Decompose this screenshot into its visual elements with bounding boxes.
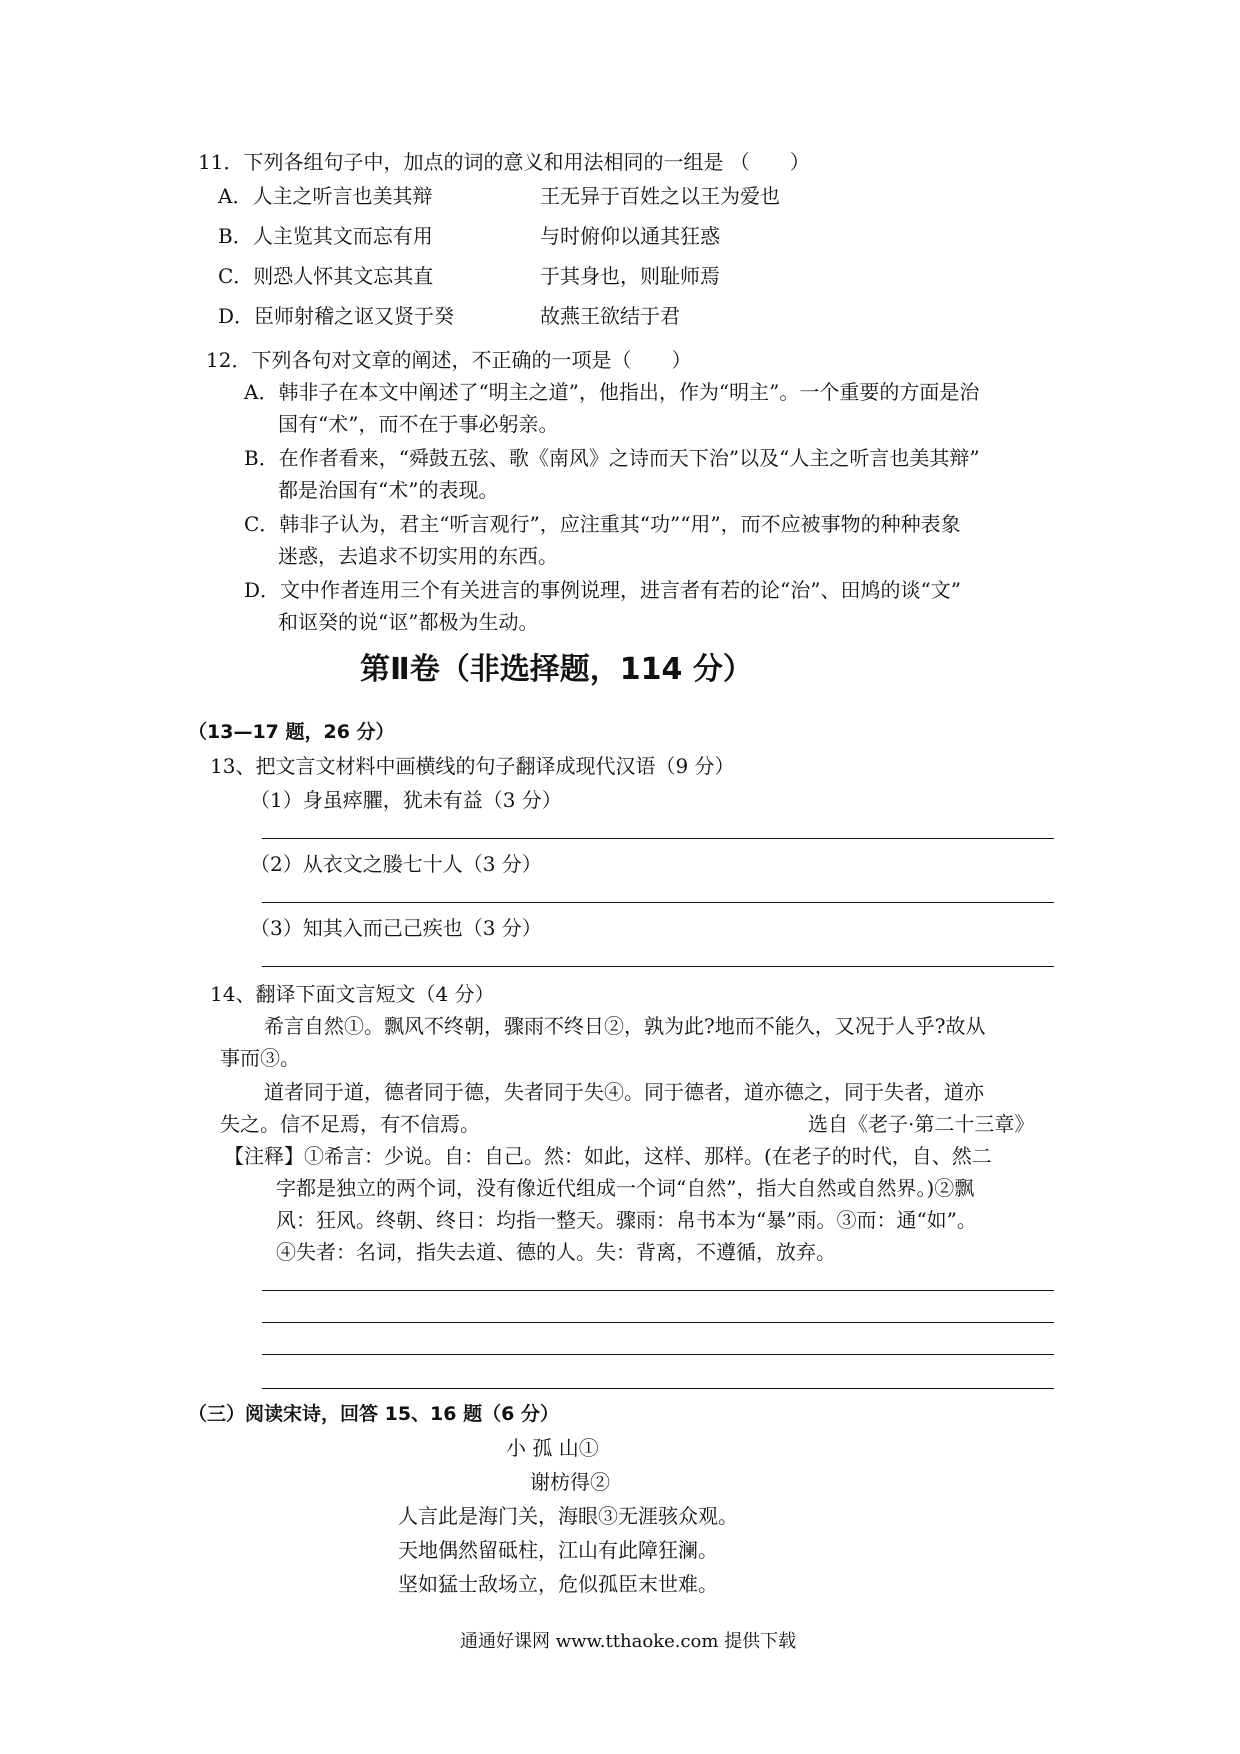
q13-item-1: （1）身虽瘁臞，犹未有益（3 分） (250, 788, 562, 812)
q12-option-c-line2: 迷惑，去追求不切实用的东西。 (278, 544, 558, 568)
answer-line (262, 966, 1054, 967)
part-iii-header: （三）阅读宋诗，回答 15、16 题（6 分） (188, 1403, 559, 1425)
answer-line (262, 1388, 1054, 1389)
poem-line-1: 人言此是海门关，海眼③无涯骇众观。 (398, 1504, 738, 1528)
poem-title: 小 孤 山① (506, 1436, 599, 1460)
q11-option-d-right: 故燕王欲结于君 (540, 304, 680, 328)
q12-option-d-line2: 和讴癸的说“讴”都极为生动。 (278, 610, 539, 634)
answer-line (262, 1354, 1054, 1355)
q14-note-line4: ④失者：名词，指失去道、德的人。失：背离，不遵循，放弃。 (276, 1240, 836, 1264)
q11-stem: 11．下列各组句子中，加点的词的意义和用法相同的一组是 （ ） (198, 150, 810, 174)
q12-option-d-line1: D．文中作者连用三个有关进言的事例说理，进言者有若的论“治”、田鸠的谈“文” (244, 578, 961, 602)
section-ii-title: 第Ⅱ卷（非选择题，114 分） (360, 652, 753, 687)
answer-line (262, 1322, 1054, 1323)
q14-source: 选自《老子·第二十三章》 (808, 1112, 1035, 1136)
q12-stem: 12．下列各句对文章的阐述，不正确的一项是（ ） (206, 348, 692, 372)
q12-option-b-line2: 都是治国有“术”的表现。 (278, 478, 499, 502)
q12-option-a-line2: 国有“术”，而不在于事必躬亲。 (278, 412, 559, 436)
page-footer: 通通好课网 www.tthaoke.com 提供下载 (460, 1631, 797, 1652)
q11-option-d-left: D．臣师射稽之讴又贤于癸 (218, 304, 455, 328)
q14-note-line1: 【注释】①希言：少说。自：自己。然：如此，这样、那样。(在老子的时代，自、然二 (224, 1144, 992, 1168)
poem-line-2: 天地偶然留砥柱，江山有此障狂澜。 (398, 1538, 718, 1562)
answer-line (262, 838, 1054, 839)
q11-option-c-left: C．则恐人怀其文忘其直 (218, 264, 434, 288)
q13-item-2: （2）从衣文之媵七十人（3 分） (250, 852, 542, 876)
q11-option-a-left: A．人主之听言也美其辩 (218, 184, 433, 208)
q12-option-c-line1: C．韩非子认为，君主“听言观行”，应注重其“功”“用”，而不应被事物的种种表象 (244, 512, 961, 536)
part-header: （13—17 题，26 分） (188, 721, 395, 743)
answer-line (262, 902, 1054, 903)
q11-option-b-right: 与时俯仰以通其狂惑 (540, 224, 720, 248)
q13-stem: 13、把文言文材料中画横线的句子翻译成现代汉语（9 分） (210, 754, 735, 778)
q14-note-line2: 字都是独立的两个词，没有像近代组成一个词“自然”，指大自然或自然界。)②飘 (276, 1176, 975, 1200)
q14-note-line3: 风：狂风。终朝、终日：均指一整天。骤雨：帛书本为“暴”雨。③而：通“如”。 (276, 1208, 977, 1232)
q14-passage-p2-line1: 道者同于道，德者同于德，失者同于失④。同于德者，道亦德之，同于失者，道亦 (264, 1080, 984, 1104)
q11-option-a-right: 王无异于百姓之以王为爱也 (540, 184, 780, 208)
q14-passage-p2-line2: 失之。信不足焉，有不信焉。 (220, 1112, 480, 1136)
poem-line-3: 坚如猛士敌场立，危似孤臣末世难。 (398, 1572, 718, 1596)
q11-option-b-left: B．人主览其文而忘有用 (218, 224, 433, 248)
q14-passage-p1-line2: 事而③。 (220, 1046, 300, 1070)
answer-line (262, 1290, 1054, 1291)
poem-author: 谢枋得② (530, 1470, 610, 1494)
q12-option-b-line1: B．在作者看来，“舜鼓五弦、歌《南风》之诗而天下治”以及“人主之听言也美其辩” (244, 446, 980, 470)
q14-stem: 14、翻译下面文言短文（4 分） (210, 982, 495, 1006)
q12-option-a-line1: A．韩非子在本文中阐述了“明主之道”，他指出，作为“明主”。一个重要的方面是治 (244, 380, 980, 404)
q13-item-3: （3）知其入而己己疾也（3 分） (250, 916, 542, 940)
q11-option-c-right: 于其身也，则耻师焉 (540, 264, 720, 288)
q14-passage-p1-line1: 希言自然①。飘风不终朝，骤雨不终日②，孰为此?地而不能久，又况于人乎?故从 (264, 1014, 986, 1038)
